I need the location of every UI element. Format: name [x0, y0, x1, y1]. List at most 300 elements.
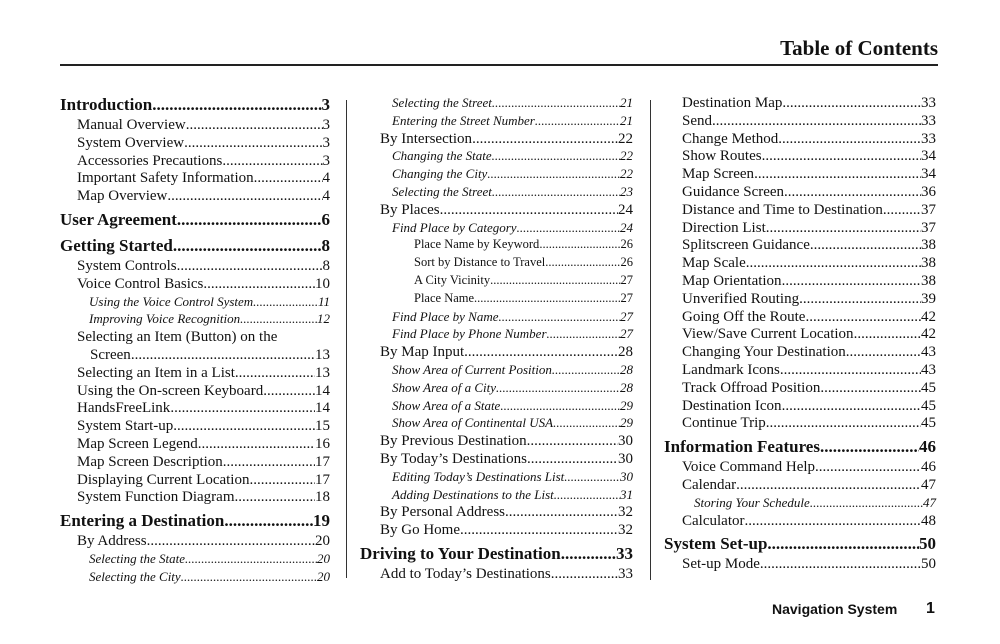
- toc-entry-title: Improving Voice Recognition: [89, 311, 241, 327]
- dot-leader: [186, 117, 323, 134]
- toc-entry-title: Using the On-screen Keyboard: [77, 382, 264, 399]
- toc-entry-title: Find Place by Phone Number: [392, 326, 547, 342]
- toc-entry-title: Show Area of a City: [392, 379, 496, 395]
- toc-entry-page: 29: [620, 397, 633, 413]
- toc-entry-title: Guidance Screen: [682, 183, 785, 200]
- dot-leader: [263, 383, 315, 400]
- toc-entry-page: 21: [620, 112, 633, 128]
- toc-entry-title: A City Vicinity: [414, 272, 491, 287]
- toc-entry-title: System Controls: [77, 257, 177, 274]
- toc-entry-page: 33: [616, 543, 633, 563]
- dot-leader: [474, 291, 620, 306]
- toc-section-entry: [60, 236, 330, 258]
- toc-entry-title: Important Safety Information: [77, 170, 254, 187]
- dot-leader: [500, 398, 620, 414]
- toc-entry-title: Driving to Your Destination: [360, 543, 561, 563]
- toc-entry: [60, 472, 330, 490]
- toc-entry-page: 14: [315, 400, 330, 417]
- dot-leader: [551, 566, 618, 583]
- dot-leader: [547, 326, 620, 342]
- toc-entry-title: By Today’s Destinations: [380, 450, 528, 467]
- toc-entry-title: System Overview: [77, 134, 185, 151]
- dot-leader: [799, 291, 921, 308]
- dot-leader: [767, 534, 919, 554]
- toc-entry: [60, 258, 330, 276]
- dot-leader: [760, 556, 921, 573]
- dot-leader: [254, 170, 323, 187]
- toc-entry-page: 8: [321, 235, 330, 255]
- toc-entry-page: 18: [315, 489, 330, 506]
- toc-entry: [664, 202, 936, 220]
- toc-entry-page: 3: [321, 95, 330, 114]
- dot-leader: [744, 513, 921, 530]
- toc-entry-page: 3: [322, 152, 330, 169]
- toc-entry-title: Map Screen Legend: [77, 435, 198, 452]
- toc-entry-title: Set-up Mode: [682, 556, 760, 573]
- dot-leader: [780, 362, 921, 379]
- toc-section-entry: [60, 210, 330, 232]
- toc-entry-page: 14: [315, 382, 330, 399]
- toc-entry: [60, 117, 330, 135]
- toc-entry: [360, 398, 633, 416]
- toc-entry-page: 15: [315, 418, 330, 435]
- toc-entry: [60, 533, 330, 551]
- toc-entry-title: Show Routes: [682, 148, 762, 165]
- column-divider: [650, 100, 651, 580]
- toc-section-entry: [664, 437, 936, 459]
- toc-entry: [664, 326, 936, 344]
- toc-entry: [60, 383, 330, 401]
- toc-entry-page: 30: [618, 433, 633, 450]
- toc-entry-title: Splitscreen Guidance: [682, 237, 810, 254]
- toc-entry-page: 45: [921, 415, 936, 432]
- toc-entry-title: Accessories Precautions: [77, 152, 223, 169]
- toc-entry-title: Map Orientation: [682, 272, 782, 289]
- toc-entry-title: By Go Home: [380, 522, 460, 539]
- toc-entry-title: System Start-up: [77, 418, 174, 435]
- toc-entry-title: Show Area of Continental USA: [392, 415, 554, 431]
- dot-leader: [782, 95, 921, 112]
- dot-leader: [222, 153, 322, 170]
- toc-entry-page: 22: [620, 148, 633, 164]
- dot-leader: [766, 415, 921, 432]
- dot-leader: [517, 220, 620, 236]
- toc-entry: [60, 347, 330, 365]
- toc-section-entry: [664, 534, 936, 556]
- toc-entry-page: 33: [921, 130, 936, 147]
- dot-leader: [545, 255, 620, 270]
- toc-entry-title: By Map Input: [380, 344, 465, 361]
- dot-leader: [198, 436, 315, 453]
- footer-label: Navigation System: [772, 601, 898, 617]
- toc-entry-title: Information Features: [664, 437, 820, 457]
- dot-leader: [131, 347, 315, 364]
- toc-entry-title: Landmark Icons: [682, 361, 780, 378]
- page-number: 1: [926, 600, 935, 617]
- toc-entry: [360, 184, 633, 202]
- dot-leader: [561, 544, 616, 564]
- toc-section-entry: [60, 511, 330, 533]
- dot-leader: [240, 311, 317, 327]
- toc-entry-title: Changing the State: [392, 148, 492, 164]
- toc-entry: [360, 566, 633, 584]
- toc-entry-title: By Places: [380, 201, 440, 218]
- toc-entry: [664, 556, 936, 574]
- toc-entry-title: View/Save Current Location: [682, 326, 854, 343]
- toc-entry: [664, 237, 936, 255]
- toc-entry-page: 42: [921, 308, 936, 325]
- toc-entry-title: By Intersection: [380, 130, 473, 147]
- toc-entry: [60, 365, 330, 383]
- dot-leader: [846, 344, 921, 361]
- toc-entry: [60, 489, 330, 507]
- toc-entry-page: 31: [620, 486, 633, 502]
- toc-entry-page: 28: [620, 361, 633, 377]
- toc-entry-page: 22: [618, 130, 633, 147]
- toc-entry: [360, 255, 633, 273]
- toc-entry-title: Show Area of a State: [392, 397, 501, 413]
- toc-entry: [664, 291, 936, 309]
- toc-entry-title: Selecting an Item (Button) on the: [77, 329, 278, 346]
- toc-entry-page: 48: [921, 512, 936, 529]
- toc-entry: [60, 188, 330, 206]
- toc-entry-page: 20: [317, 568, 330, 584]
- toc-entry: [360, 522, 633, 540]
- dot-leader: [535, 113, 620, 129]
- dot-leader: [712, 113, 921, 130]
- dot-leader: [527, 451, 618, 468]
- header-rule: [60, 64, 938, 66]
- dot-leader: [746, 255, 921, 272]
- dot-leader: [177, 258, 323, 275]
- toc-entry-page: 26: [620, 255, 633, 270]
- toc-entry: [664, 148, 936, 166]
- toc-entry: [664, 131, 936, 149]
- dot-leader: [249, 472, 315, 489]
- toc-entry: [360, 487, 633, 505]
- toc-entry: [60, 276, 330, 294]
- toc-entry-page: 45: [921, 379, 936, 396]
- dot-leader: [496, 380, 620, 396]
- toc-entry-page: 13: [315, 364, 330, 381]
- toc-entry-page: 24: [620, 219, 633, 235]
- toc-entry: [664, 459, 936, 477]
- toc-entry-page: 47: [923, 494, 936, 510]
- toc-entry-page: 27: [620, 272, 633, 287]
- toc-entry-title: By Previous Destination: [380, 433, 527, 450]
- toc-entry-page: 4: [322, 170, 330, 187]
- toc-entry: [60, 311, 330, 329]
- dot-leader: [564, 469, 620, 485]
- toc-entry-title: Introduction: [60, 95, 153, 114]
- toc-entry: [664, 166, 936, 184]
- toc-entry-title: Place Name by Keyword: [414, 237, 540, 252]
- dot-leader: [440, 202, 618, 219]
- toc-entry-page: 29: [620, 415, 633, 431]
- toc-entry-page: 6: [321, 209, 330, 229]
- toc-entry-title: Map Screen: [682, 166, 755, 183]
- toc-entry-page: 36: [921, 183, 936, 200]
- toc-column-1: [60, 95, 330, 587]
- toc-entry-page: 8: [322, 257, 330, 274]
- toc-entry-page: 39: [921, 290, 936, 307]
- toc-entry: [664, 362, 936, 380]
- toc-entry: [60, 551, 330, 569]
- dot-leader: [552, 362, 620, 378]
- dot-leader: [505, 504, 618, 521]
- toc-entry: [60, 153, 330, 171]
- dot-leader: [820, 437, 919, 457]
- toc-entry: [60, 170, 330, 188]
- toc-entry: [60, 454, 330, 472]
- dot-leader: [782, 398, 921, 415]
- dot-leader: [487, 166, 620, 182]
- toc-entry-title: Map Screen Description: [77, 453, 223, 470]
- toc-entry-title: Destination Icon: [682, 397, 782, 414]
- toc-entry: [360, 504, 633, 522]
- toc-entry-page: 37: [921, 219, 936, 236]
- toc-entry-page: 21: [620, 95, 633, 110]
- toc-entry-page: 16: [315, 435, 330, 452]
- dot-leader: [490, 273, 620, 288]
- toc-entry-title: By Personal Address: [380, 504, 505, 521]
- dot-leader: [184, 135, 322, 152]
- toc-entry-title: Find Place by Name: [392, 308, 499, 324]
- toc-entry-page: 27: [620, 308, 633, 324]
- dot-leader: [553, 415, 620, 431]
- toc-entry: [664, 273, 936, 291]
- toc-entry-page: 32: [618, 522, 633, 539]
- dot-leader: [235, 489, 316, 506]
- column-divider: [346, 100, 347, 578]
- toc-entry-title: Map Overview: [77, 188, 168, 205]
- toc-entry-title: Distance and Time to Destination: [682, 201, 883, 218]
- toc-entry-title: Storing Your Schedule: [694, 494, 810, 510]
- toc-entry: [360, 291, 633, 309]
- dot-leader: [778, 131, 921, 148]
- toc-entry: [60, 436, 330, 454]
- toc-entry: [664, 113, 936, 131]
- toc-entry: [360, 309, 633, 327]
- toc-entry-page: 20: [315, 533, 330, 550]
- toc-entry: [360, 415, 633, 433]
- toc-entry-page: 37: [921, 201, 936, 218]
- toc-entry-title: Displaying Current Location: [77, 471, 250, 488]
- toc-entry: [360, 113, 633, 131]
- dot-leader: [810, 237, 921, 254]
- toc-entry-page: 10: [315, 275, 330, 292]
- toc-entry: [360, 326, 633, 344]
- toc-entry: [360, 433, 633, 451]
- toc-entry-page: 26: [620, 237, 633, 252]
- toc-entry-title: HandsFreeLink: [77, 400, 171, 417]
- toc-entry: [664, 255, 936, 273]
- dot-leader: [736, 477, 921, 494]
- toc-entry-page: 12: [317, 311, 330, 327]
- toc-entry-title: Going Off the Route: [682, 308, 806, 325]
- dot-leader: [152, 95, 321, 115]
- dot-leader: [464, 344, 618, 361]
- toc-entry-title: Calculator: [682, 512, 745, 529]
- toc-entry: [360, 469, 633, 487]
- toc-entry-title: Adding Destinations to the List: [392, 486, 554, 502]
- toc-entry-page: 46: [921, 459, 936, 476]
- toc-entry: [664, 344, 936, 362]
- toc-entry: [664, 513, 936, 531]
- toc-entry-title: System Set-up: [664, 534, 768, 554]
- toc-entry-title: Track Offroad Position: [682, 379, 821, 396]
- toc-entry: [60, 329, 330, 347]
- toc-entry: [664, 477, 936, 495]
- toc-entry-title: User Agreement: [60, 209, 177, 229]
- toc-entry: [664, 309, 936, 327]
- toc-entry-page: 38: [921, 237, 936, 254]
- toc-entry-page: 3: [322, 134, 330, 151]
- toc-entry-page: 50: [919, 534, 936, 554]
- dot-leader: [223, 454, 315, 471]
- toc-entry: [360, 273, 633, 291]
- toc-entry-title: Using the Voice Control System: [89, 293, 254, 309]
- toc-entry-page: 38: [921, 255, 936, 272]
- toc-entry: [664, 95, 936, 113]
- toc-entry-title: Screen: [90, 346, 131, 363]
- toc-entry-page: 27: [620, 290, 633, 305]
- toc-entry: [360, 220, 633, 238]
- toc-entry-page: 13: [315, 346, 330, 363]
- toc-entry-page: 43: [921, 344, 936, 361]
- toc-entry-page: 28: [618, 344, 633, 361]
- toc-entry: [360, 131, 633, 149]
- dot-leader: [754, 166, 921, 183]
- toc-entry-title: By Address: [77, 533, 147, 550]
- toc-entry-title: Continue Trip: [682, 415, 766, 432]
- toc-entry: [664, 398, 936, 416]
- toc-entry-page: 34: [921, 148, 936, 165]
- dot-leader: [499, 309, 621, 325]
- dot-leader: [147, 533, 315, 550]
- dot-leader: [177, 210, 322, 230]
- toc-entry-title: Direction List: [682, 219, 766, 236]
- toc-entry: [664, 380, 936, 398]
- toc-entry: [360, 380, 633, 398]
- toc-entry-title: Find Place by Category: [392, 219, 517, 235]
- toc-entry-page: 27: [620, 326, 633, 342]
- toc-entry: [664, 415, 936, 433]
- dot-leader: [492, 184, 620, 200]
- toc-section-entry: [360, 544, 633, 566]
- toc-entry: [360, 166, 633, 184]
- dot-leader: [181, 569, 317, 585]
- toc-entry-title: Place Name: [414, 290, 475, 305]
- toc-entry: [664, 184, 936, 202]
- dot-leader: [527, 433, 618, 450]
- toc-entry-page: 20: [317, 550, 330, 566]
- toc-entry-page: 17: [315, 453, 330, 470]
- toc-entry-title: Destination Map: [682, 95, 783, 111]
- toc-entry-title: Add to Today’s Destinations: [380, 565, 551, 582]
- toc-entry-page: 33: [921, 95, 936, 111]
- toc-entry-title: System Function Diagram: [77, 489, 235, 506]
- toc-entry-page: 4: [322, 188, 330, 205]
- dot-leader: [173, 236, 322, 256]
- toc-entry-title: Selecting the Street: [392, 95, 492, 110]
- toc-entry-title: Selecting the State: [89, 550, 186, 566]
- toc-entry-title: Selecting the City: [89, 568, 181, 584]
- dot-leader: [173, 418, 315, 435]
- toc-entry-page: 50: [921, 556, 936, 573]
- toc-entry: [60, 294, 330, 312]
- dot-leader: [805, 309, 921, 326]
- dot-leader: [815, 459, 921, 476]
- toc-entry-page: 23: [620, 183, 633, 199]
- toc-entry-page: 34: [921, 166, 936, 183]
- dot-leader: [854, 326, 921, 343]
- dot-leader: [492, 95, 620, 111]
- toc-entry-page: 19: [313, 511, 330, 531]
- toc-entry-page: 45: [921, 397, 936, 414]
- toc-entry: [664, 220, 936, 238]
- toc-entry-title: Map Scale: [682, 255, 746, 272]
- toc-entry-page: 33: [618, 565, 633, 582]
- toc-entry-title: Unverified Routing: [682, 290, 800, 307]
- toc-entry-page: 17: [315, 471, 330, 488]
- dot-leader: [762, 148, 921, 165]
- toc-entry-title: Voice Control Basics: [77, 275, 204, 292]
- dot-leader: [170, 400, 315, 417]
- toc-entry-page: 24: [618, 201, 633, 218]
- dot-leader: [820, 380, 921, 397]
- dot-leader: [554, 487, 620, 503]
- dot-leader: [203, 276, 315, 293]
- toc-entry-page: 32: [618, 504, 633, 521]
- toc-column-2: [360, 95, 633, 584]
- toc-entry-title: Changing the City: [392, 166, 488, 182]
- toc-entry-page: 33: [921, 112, 936, 129]
- toc-entry-title: Entering a Destination: [60, 511, 225, 531]
- dot-leader: [460, 522, 618, 539]
- toc-entry-title: Editing Today’s Destinations List: [392, 468, 565, 484]
- toc-entry: [360, 344, 633, 362]
- toc-entry: [360, 237, 633, 255]
- toc-entry-title: Getting Started: [60, 235, 173, 255]
- toc-entry: [360, 148, 633, 166]
- toc-entry-title: Entering the Street Number: [392, 112, 535, 128]
- toc-entry-page: 3: [322, 117, 330, 133]
- dot-leader: [492, 148, 620, 164]
- toc-entry: [60, 400, 330, 418]
- dot-leader: [235, 365, 315, 382]
- dot-leader: [224, 511, 313, 531]
- toc-entry-title: Manual Overview: [77, 117, 186, 133]
- toc-entry: [60, 569, 330, 587]
- toc-entry-title: Selecting an Item in a List: [77, 364, 235, 381]
- toc-entry-title: Voice Command Help: [682, 459, 816, 476]
- toc-section-entry: [60, 95, 330, 117]
- dot-leader: [167, 188, 322, 205]
- dot-leader: [810, 495, 923, 511]
- dot-leader: [766, 220, 921, 237]
- toc-entry-page: 22: [620, 166, 633, 182]
- dot-leader: [185, 551, 317, 567]
- toc-entry-title: Change Method: [682, 130, 779, 147]
- dot-leader: [253, 294, 318, 310]
- toc-entry: [664, 495, 936, 513]
- toc-entry-page: 38: [921, 272, 936, 289]
- dot-leader: [472, 131, 618, 148]
- toc-entry: [360, 362, 633, 380]
- toc-entry-title: Calendar: [682, 476, 737, 493]
- toc-entry-title: Sort by Distance to Travel: [414, 255, 546, 270]
